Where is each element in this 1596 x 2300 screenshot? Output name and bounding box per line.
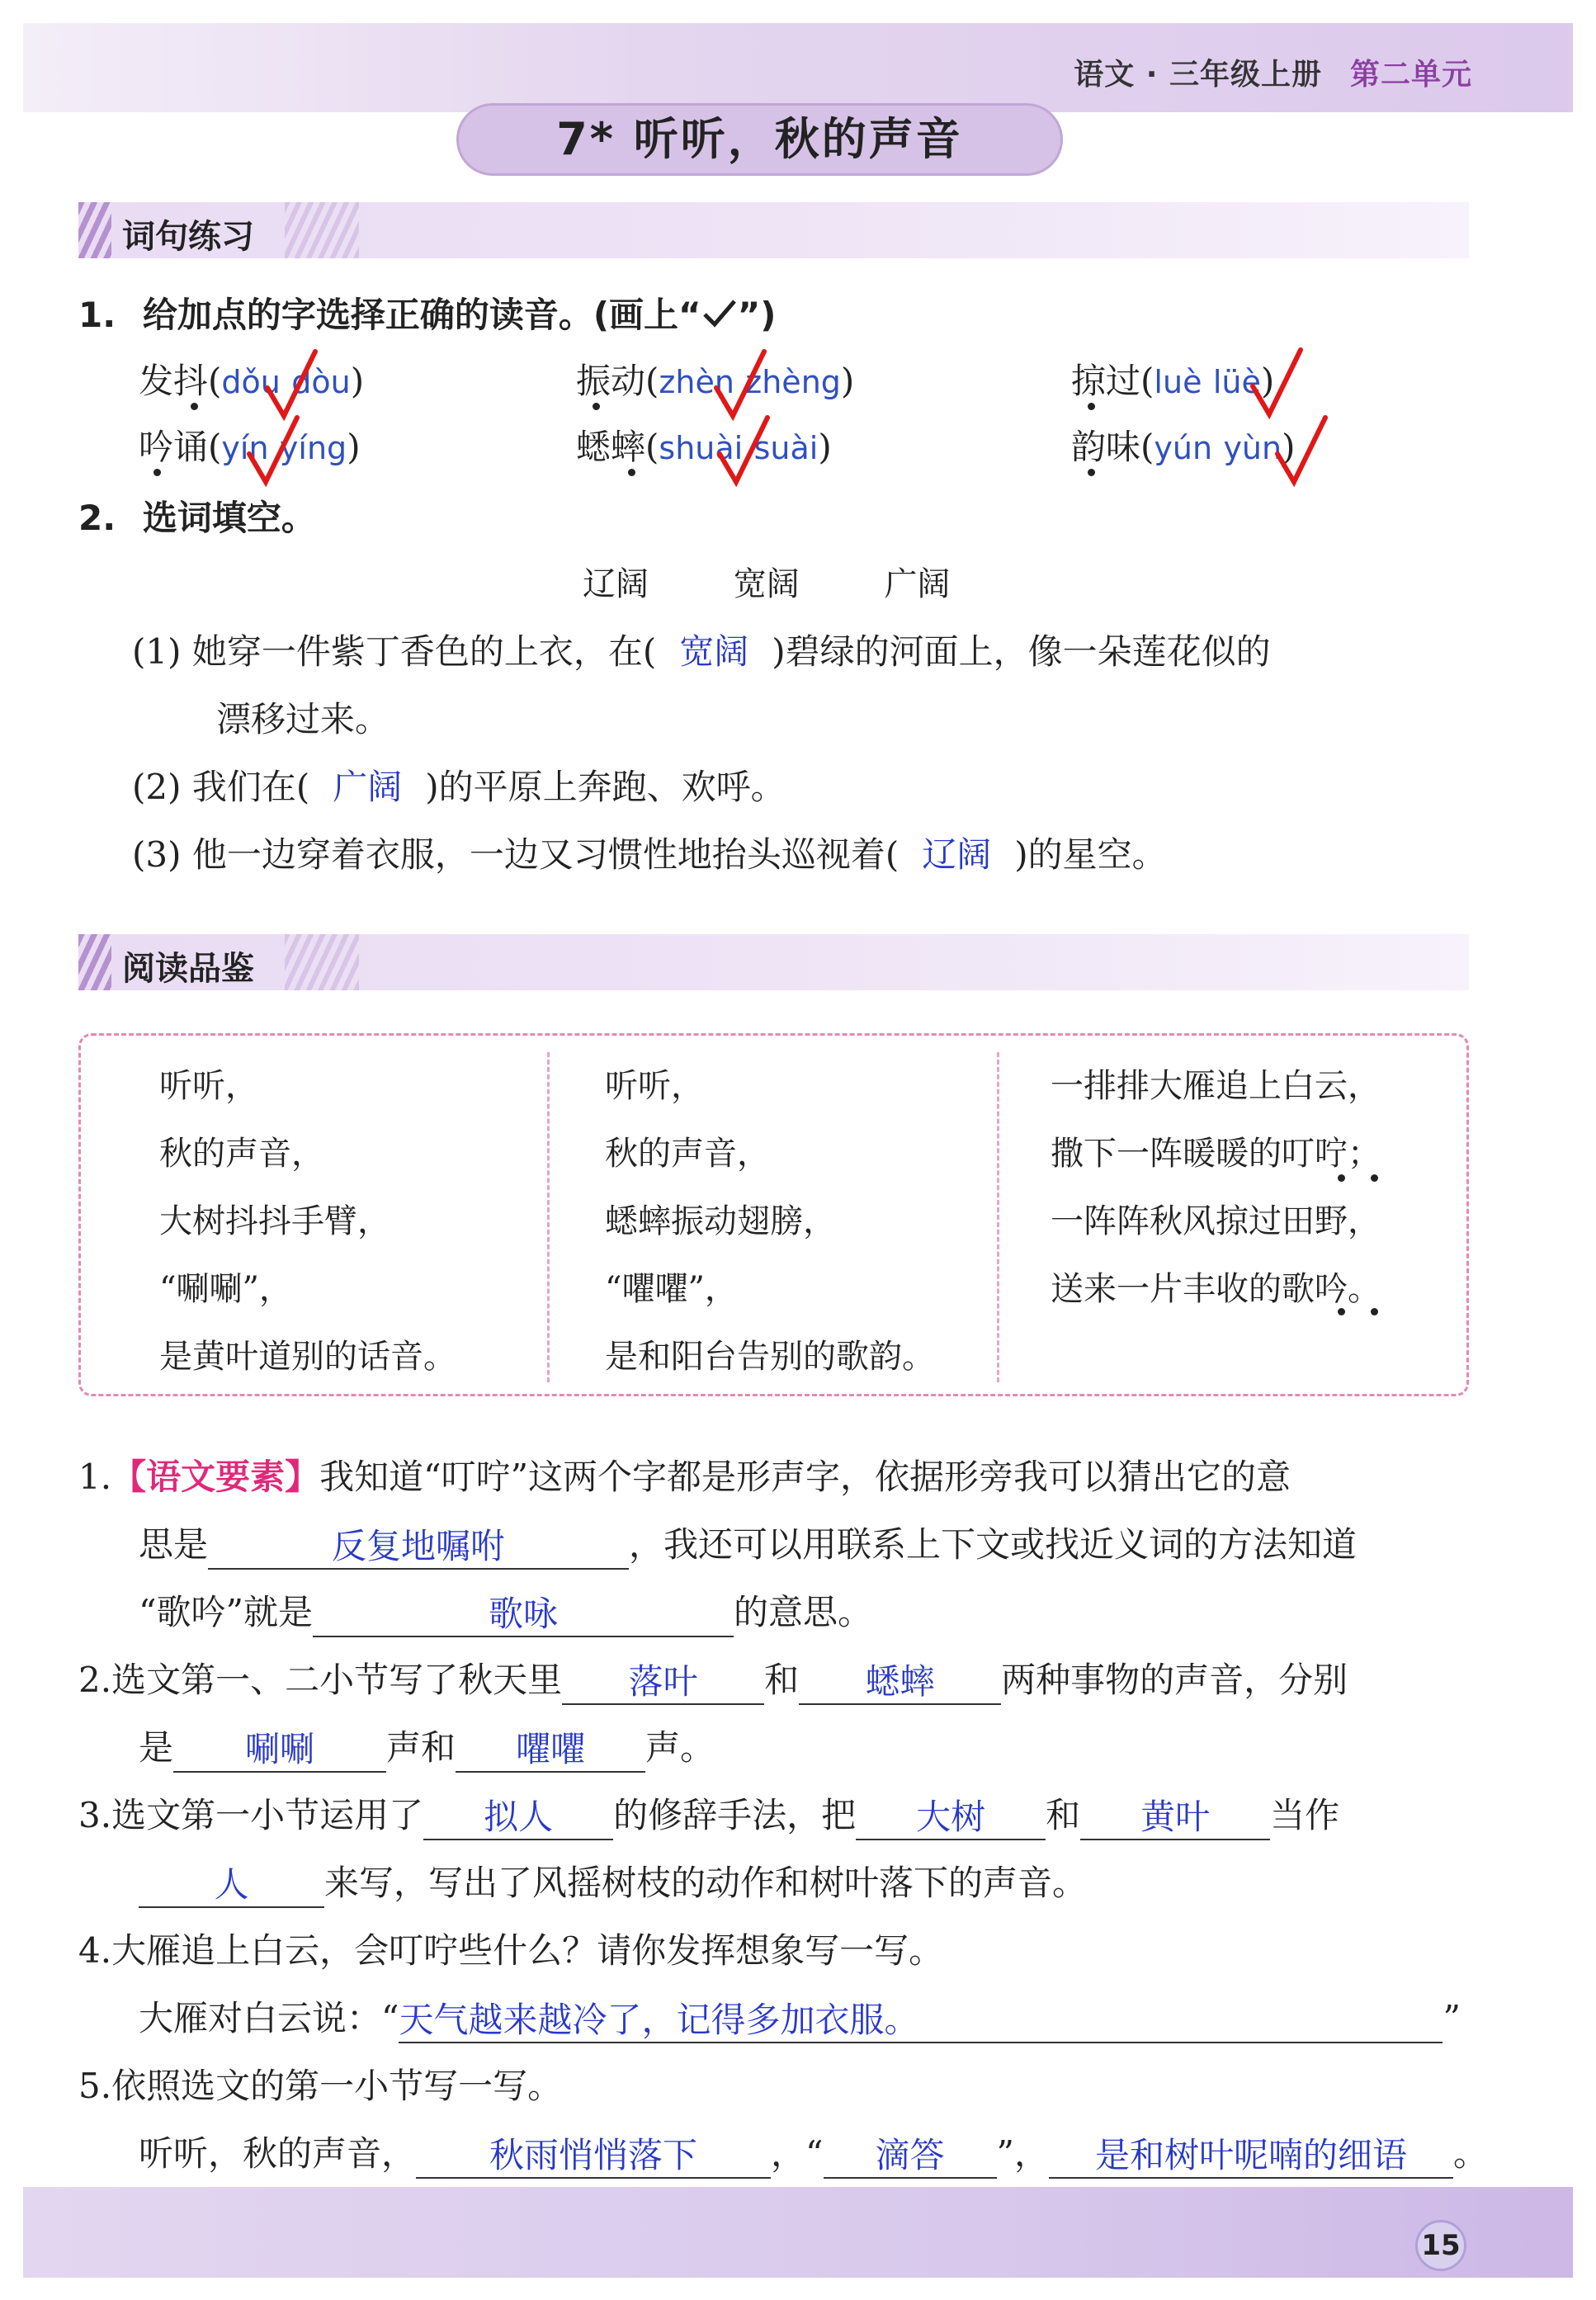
emphasis-dot (593, 403, 600, 410)
q1-item-3-opt2[interactable]: lüè (1212, 364, 1261, 400)
q2-s3-post: )的星空。 (1014, 834, 1167, 875)
poem-line: 是和阳台告别的歌韵。 (605, 1338, 935, 1376)
r4-number: 4. (78, 1930, 112, 1971)
book-name: 语文 · 三年级上册 (1074, 58, 1322, 92)
r1-tag: 【语文要素】 (111, 1457, 320, 1497)
r2-text-6: 声。 (645, 1727, 715, 1768)
red-check-icon (1273, 413, 1330, 487)
q1-item-2-opt2[interactable]: zhèng (745, 364, 841, 400)
word-bank-1: 辽阔 (583, 565, 649, 603)
q1-item-6-opt2[interactable]: yùn (1223, 430, 1282, 466)
r5-answer-1[interactable]: 秋雨悄悄落下 (416, 2134, 771, 2179)
word-bank (583, 560, 950, 609)
section-label-practice: 词句练习 (122, 218, 254, 256)
q1-item-2-char-b: 动 (611, 361, 646, 401)
r1-text-3a: “歌吟”就是 (139, 1592, 313, 1632)
red-check-icon (1248, 345, 1306, 419)
r1-number: 1. (78, 1457, 112, 1497)
poem-line: 蟋蟀振动翅膀， (605, 1202, 836, 1240)
emphasis-dot (628, 469, 635, 476)
q1-item-2-lparen: ( (645, 361, 659, 401)
poem-column-3 (1051, 1052, 1381, 1323)
q1-item-2-char-a: 振 (576, 361, 611, 401)
lesson-title: 7* 听听，秋的声音 (456, 103, 1063, 176)
q1-item-6-rparen: ) (1282, 427, 1296, 467)
r1-text-3b: 的意思。 (733, 1592, 872, 1632)
emphasis-dot (153, 469, 161, 476)
r3-line-2 (139, 1858, 1087, 1908)
q1-text-end: ”) (737, 295, 777, 335)
r3-text-2: 的修辞手法，把 (613, 1795, 857, 1835)
red-check-icon (715, 413, 772, 487)
r1-line-2 (139, 1520, 1357, 1570)
q2-s1-post: )碧绿的河面上，像一朵莲花似的 (772, 631, 1271, 672)
r3-text-3: 和 (1046, 1795, 1081, 1835)
r3-text-1: 选文第一小节运用了 (111, 1795, 424, 1835)
r1-answer-1[interactable]: 反复地嘱咐 (208, 1525, 629, 1570)
q1-item-3-char-b: 过 (1106, 361, 1141, 401)
q1-number: 1. (78, 295, 116, 335)
r3-text-5: 来写，写出了风摇树枝的动作和树叶落下的声音。 (324, 1863, 1088, 1903)
poem-line: “㘗㘗”， (605, 1270, 738, 1308)
q1-item-4-opt1[interactable]: yín (221, 430, 269, 466)
emphasis-dot (1371, 1174, 1378, 1182)
q1-item-5-lparen: ( (645, 427, 659, 467)
emphasis-dot (1371, 1308, 1378, 1315)
q2-prompt (78, 494, 316, 543)
emphasis-dot (1088, 469, 1095, 476)
q1-item-2-rparen: ) (840, 361, 855, 401)
emphasis-dot (1088, 403, 1095, 410)
q1-item-4-char-b: 诵 (173, 427, 209, 467)
r4-line-1 (78, 1926, 943, 1976)
r2-text-4: 是 (139, 1727, 174, 1768)
q1-item-4-opt2[interactable]: yíng (279, 430, 347, 466)
r4-text-1: 大雁追上白云，会叮咛些什么？请你发挥想象写一写。 (111, 1930, 944, 1971)
r1-answer-2[interactable]: 歌咏 (313, 1593, 734, 1637)
r1-line-1 (78, 1452, 1291, 1502)
q1-item-4-rparen: ) (347, 427, 361, 467)
poem-line: 一排排大雁追上白云， (1051, 1067, 1381, 1105)
footer-band (23, 2187, 1573, 2278)
q2-s3-pre: (3) 他一边穿着衣服，一边又习惯性地抬头巡视着( (132, 834, 900, 875)
q2-s2-post: )的平原上奔跑、欢呼。 (425, 767, 786, 807)
r3-answer-1[interactable]: 拟人 (423, 1796, 613, 1840)
r1-text-2b: ，我还可以用联系上下文或找近义词的方法知道 (629, 1524, 1358, 1565)
r4-line-2 (139, 1994, 1461, 2043)
q2-s2-pre: (2) 我们在( (132, 767, 310, 807)
poem-box (78, 1033, 1469, 1396)
r5-text-1: 依照选文的第一小节写一写。 (111, 2066, 563, 2106)
r5-text-2: 听听，秋的声音， (139, 2133, 417, 2174)
q1-item-2-opt1[interactable]: zhèn (659, 364, 734, 400)
q1-item-1 (139, 357, 364, 407)
r3-line-1 (78, 1791, 1339, 1840)
q1-item-3 (1071, 357, 1274, 407)
word-bank-3: 广阔 (884, 565, 951, 603)
word-bank-2: 宽阔 (733, 565, 800, 603)
q1-item-6-opt1[interactable]: yún (1154, 430, 1213, 466)
poem-line: “唰唰”， (159, 1270, 292, 1308)
section-band-1 (78, 202, 1469, 258)
poem-line: 秋的声音， (605, 1135, 770, 1173)
q1-item-1-char-a: 发 (139, 361, 174, 401)
poem-line: 是黄叶道别的话音。 (159, 1338, 456, 1376)
q2-s2-answer[interactable]: 广阔 (333, 767, 403, 807)
running-head (1074, 51, 1472, 93)
poem-line: 撒下一阵暖暖的叮咛； (1051, 1135, 1381, 1173)
r5-line-2 (139, 2129, 1488, 2179)
q1-item-1-rparen: ) (350, 361, 365, 401)
r2-text-1: 选文第一、二小节写了秋天里 (111, 1660, 563, 1700)
poem-divider (547, 1052, 550, 1382)
q1-item-6-lparen: ( (1140, 427, 1155, 467)
unit-name: 第二单元 (1349, 58, 1472, 92)
q1-item-5-char-b: 蟀 (611, 427, 646, 467)
r3-answer-3[interactable]: 黄叶 (1080, 1796, 1270, 1840)
poem-line: 一阵阵秋风掠过田野， (1051, 1202, 1381, 1240)
q1-item-3-opt1[interactable]: luè (1154, 364, 1202, 400)
emphasis-dot (1338, 1308, 1345, 1315)
r4-answer[interactable]: 天气越来越冷了，记得多加衣服。 (399, 1999, 1443, 2043)
poem-line: 听听， (159, 1067, 258, 1105)
q2-sentence-1-cont: 漂移过来。 (216, 699, 390, 739)
poem-column-1 (159, 1052, 456, 1391)
r3-answer-2[interactable]: 大树 (856, 1796, 1046, 1840)
r5-number: 5. (78, 2066, 112, 2106)
q2-sentence-2 (132, 763, 786, 812)
q1-item-3-rparen: ) (1260, 361, 1275, 401)
r5-answer-3[interactable]: 是和树叶呢喃的细语 (1049, 2134, 1453, 2179)
r3-answer-4[interactable]: 人 (139, 1863, 324, 1908)
q2-number: 2. (78, 498, 116, 538)
poem-line: 大树抖抖手臂， (159, 1202, 390, 1240)
q1-item-4-lparen: ( (208, 427, 222, 467)
r2-line-1 (78, 1655, 1348, 1705)
r2-line-2 (139, 1723, 715, 1773)
r1-line-3 (139, 1588, 872, 1637)
poem-line: 送来一片丰收的歌吟。 (1051, 1270, 1381, 1308)
q1-item-3-lparen: ( (1140, 361, 1155, 401)
poem-column-2 (605, 1052, 935, 1391)
r2-text-5: 声和 (386, 1727, 456, 1768)
q1-item-5-opt2[interactable]: suài (753, 430, 819, 466)
red-check-icon (711, 347, 769, 421)
q1-item-1-opt2[interactable]: dòu (291, 364, 351, 400)
q2-s3-answer[interactable]: 辽阔 (922, 834, 992, 875)
q1-item-5 (576, 423, 832, 473)
q1-item-1-opt1[interactable]: dǒu (221, 364, 281, 400)
emphasis-dot (191, 403, 198, 410)
q1-item-5-opt1[interactable]: shuài (659, 430, 744, 466)
q1-item-5-rparen: ) (818, 427, 832, 467)
q2-sentence-3 (132, 830, 1167, 880)
section-label-reading: 阅读品鉴 (122, 950, 254, 988)
r3-number: 3. (78, 1795, 112, 1835)
red-check-icon (262, 347, 320, 421)
q1-item-3-char-a: 掠 (1071, 361, 1107, 401)
poem-line: 秋的声音， (159, 1135, 324, 1173)
r5-sep-1: ，“ (771, 2133, 824, 2174)
r1-text-1: 我知道“叮咛”这两个字都是形声字，依据形旁我可以猜出它的意 (319, 1457, 1291, 1497)
r2-answer-3[interactable]: 唰唰 (173, 1728, 386, 1773)
q1-prompt (78, 290, 776, 342)
page-number: 15 (1415, 2220, 1466, 2271)
r5-end: 。 (1452, 2133, 1488, 2174)
section-band-2 (78, 934, 1469, 990)
r2-answer-1[interactable]: 落叶 (562, 1660, 764, 1705)
emphasis-dot (1338, 1174, 1345, 1182)
q2-sentence-1 (132, 627, 1271, 677)
q1-item-6-char-a: 韵 (1071, 427, 1107, 467)
q1-item-1-char-b: 抖 (173, 361, 209, 401)
r5-sep-2: ”， (996, 2133, 1049, 2174)
q1-item-4-char-a: 吟 (139, 427, 174, 467)
q2-s1-answer[interactable]: 宽阔 (679, 631, 749, 672)
r2-text-3: 两种事物的声音，分别 (1001, 1660, 1348, 1700)
q1-item-5-char-a: 蟋 (576, 427, 611, 467)
checkmark-icon (701, 293, 738, 342)
r5-line-1 (78, 2061, 562, 2111)
r2-number: 2. (78, 1660, 112, 1700)
q1-text: 给加点的字选择正确的读音。(画上“ (142, 295, 701, 335)
r2-text-2: 和 (764, 1660, 800, 1700)
r4-text-2: 大雁对白云说：“ (139, 1998, 399, 2038)
r2-answer-2[interactable]: 蟋蟀 (799, 1660, 1001, 1705)
poem-divider (997, 1052, 999, 1382)
r1-text-2a: 思是 (139, 1524, 209, 1565)
q1-item-6 (1071, 423, 1295, 473)
r2-answer-4[interactable]: 㘗㘗 (456, 1728, 645, 1773)
q1-item-1-lparen: ( (208, 361, 222, 401)
red-check-icon (244, 413, 302, 487)
r5-answer-2[interactable]: 滴答 (824, 2134, 997, 2179)
poem-line: 听听， (605, 1067, 704, 1105)
r4-close-quote: ” (1443, 1998, 1461, 2038)
q2-text: 选词填空。 (142, 498, 316, 538)
r3-text-4: 当作 (1270, 1795, 1340, 1835)
q2-s1-pre: (1) 她穿一件紫丁香色的上衣，在( (132, 631, 657, 672)
q1-item-6-char-b: 味 (1106, 427, 1141, 467)
